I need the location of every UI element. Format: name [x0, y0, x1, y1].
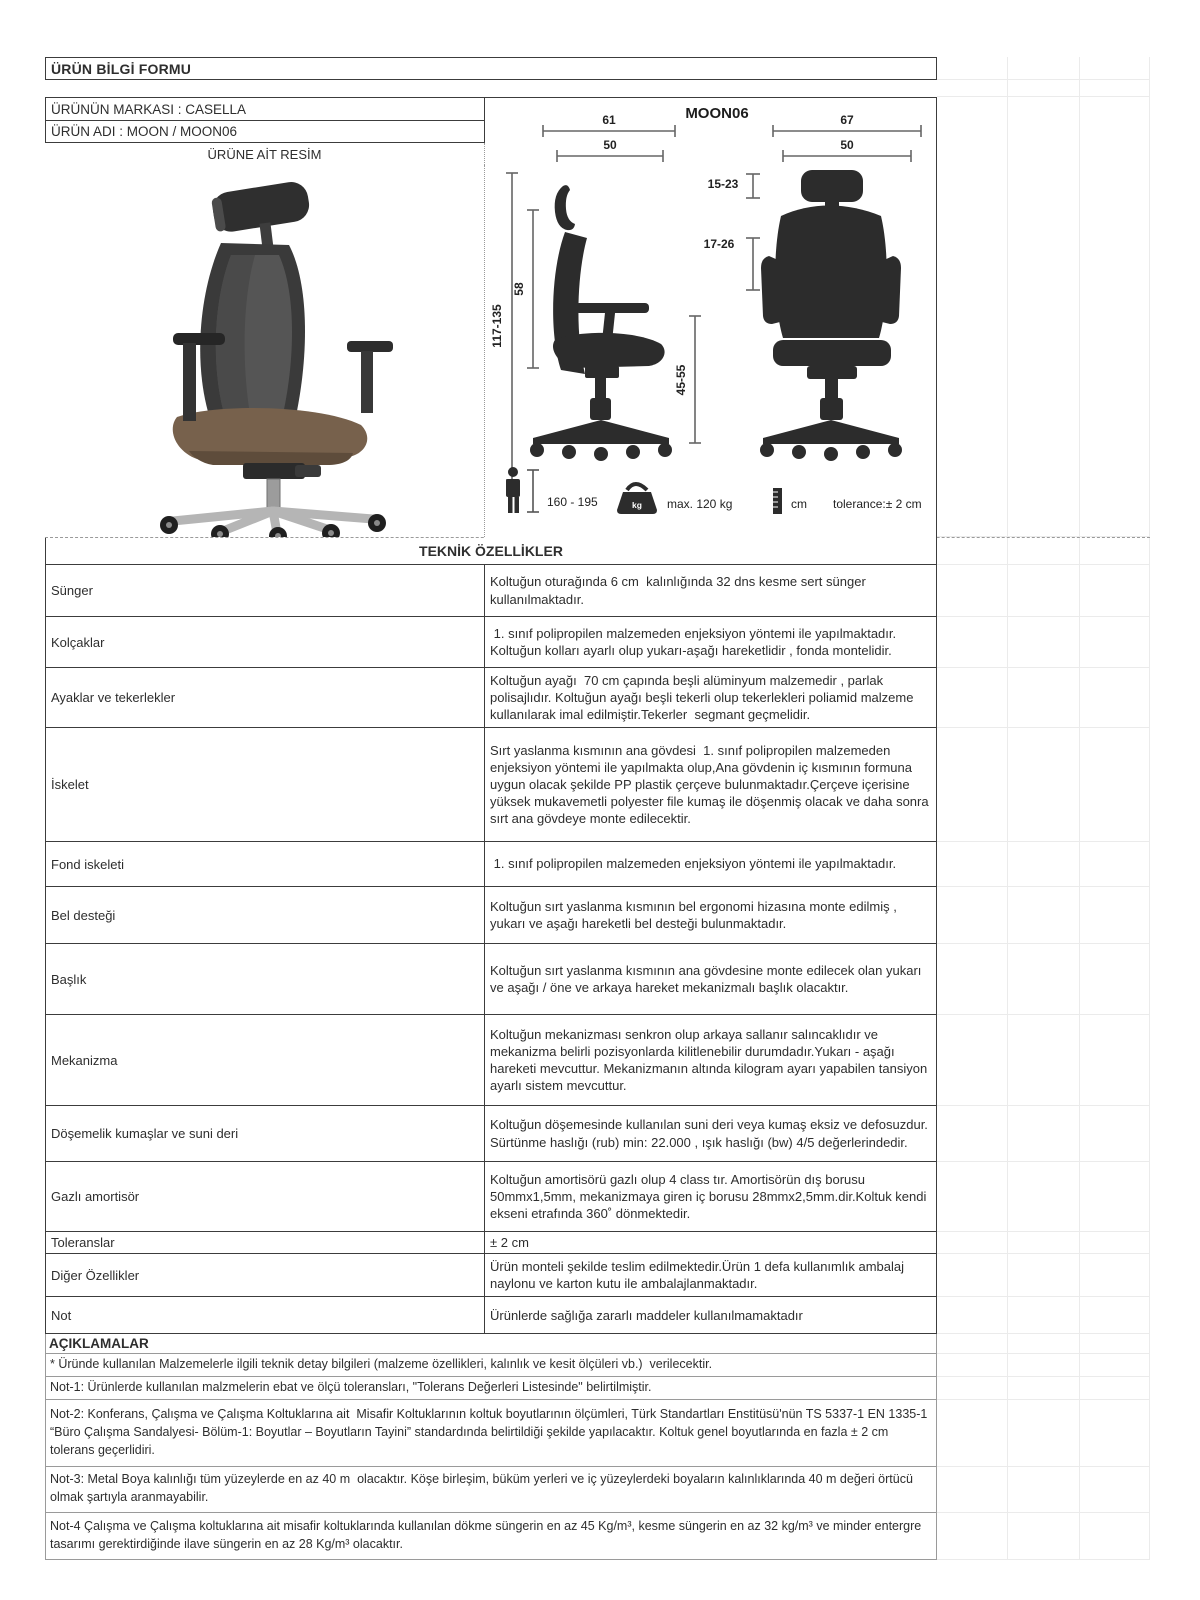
spacer-row	[45, 80, 1150, 97]
spec-value: ± 2 cm	[485, 1232, 937, 1254]
notes-header: AÇIKLAMALAR	[45, 1334, 937, 1354]
spec-label: Toleranslar	[45, 1232, 485, 1254]
spec-label: Ayaklar ve tekerlekler	[45, 668, 485, 728]
note-row-3	[45, 1467, 1150, 1513]
svg-text:61: 61	[602, 113, 616, 127]
back-view-chair	[760, 170, 902, 461]
spec-value: Koltuğun amortisörü gazlı olup 4 class tır. Amortisörün dış borusu 50mmx1,5mm, mekanizmaya giren iç borusu 28mmx2,5mm.dir.Koltuk kendi ekseni etrafında 360˚ dönmektedir.	[485, 1162, 937, 1232]
dimension-diagram	[485, 98, 935, 537]
spec-row-baslik	[45, 944, 1150, 1015]
spec-value: Ürünlerde sağlığa zararlı maddeler kullanılmamaktadır	[485, 1297, 937, 1334]
spec-row-gazli-amortisor	[45, 1162, 1150, 1232]
spec-value: 1. sınıf polipropilen malzemeden enjeksiyon yöntemi ile yapılmaktadır.	[485, 842, 937, 887]
weight-icon	[617, 484, 657, 514]
ruler-icon	[773, 488, 782, 514]
svg-text:15-23: 15-23	[707, 177, 739, 191]
note-text: Not-3: Metal Boya kalınlığı tüm yüzeylerde en az 40 m olacaktır. Köşe birleşim, büküm yerleri ve iç yüzeylerdeki boyaların kalınlıklarında 40 m değeri örtücü olmak şartıyla aranmayabilir.	[45, 1467, 937, 1513]
note-row-1	[45, 1377, 1150, 1400]
spec-row-mekanizma	[45, 1015, 1150, 1106]
spec-value: Koltuğun döşemesinde kullanılan suni deri veya kumaş eksiz ve defosuzdur. Sürtünme haslığı (rub) min: 22.000 , ışık haslığı (bw) 4/5 değerlerindedir.	[485, 1106, 937, 1162]
note-row-2	[45, 1400, 1150, 1467]
form-title-row	[45, 57, 1150, 80]
specs-header: TEKNİK ÖZELLİKLER	[45, 538, 937, 565]
svg-text:117-135: 117-135	[490, 304, 504, 348]
spec-value: 1. sınıf polipropilen malzemeden enjeksiyon yöntemi ile yapılmaktadır. Koltuğun kolları ayarlı olup yukarı-aşağı hareketlidir , fonda montelidir.	[485, 617, 937, 668]
product-photo-zone	[45, 165, 485, 537]
svg-text:58: 58	[512, 282, 526, 296]
diagram-model-title: MOON06	[685, 105, 749, 122]
spec-label: Kolçaklar	[45, 617, 485, 668]
spec-label: Sünger	[45, 565, 485, 617]
note-text: * Üründe kullanılan Malzemelerle ilgili teknik detay bilgileri (malzeme özellikleri, kalınlık ve kesit ölçüleri vb.) verilecektir.	[45, 1354, 937, 1377]
spec-label: Diğer Özellikler	[45, 1254, 485, 1297]
note-text: Not-1: Ürünlerde kullanılan malzmelerin ebat ve ölçü toleransları, "Tolerans Değerleri Listesinde" belirtilmiştir.	[45, 1377, 937, 1400]
specs-header-row	[45, 538, 1150, 565]
svg-text:50: 50	[603, 138, 617, 152]
spec-row-sunger	[45, 565, 1150, 617]
spec-row-ayaklar	[45, 668, 1150, 728]
spec-label: İskelet	[45, 728, 485, 842]
spec-label: Mekanizma	[45, 1015, 485, 1106]
spec-row-dosemelik	[45, 1106, 1150, 1162]
product-photo	[55, 165, 475, 537]
spec-row-kolcaklar	[45, 617, 1150, 668]
tolerance-legend: tolerance:± 2 cm	[833, 497, 922, 511]
product-left-column	[45, 97, 485, 537]
product-name-label: ÜRÜN ADI : MOON / MOON06	[45, 120, 485, 143]
note-row-star	[45, 1354, 1150, 1377]
svg-text:17-26: 17-26	[703, 237, 735, 251]
spec-row-not	[45, 1297, 1150, 1334]
product-image-header: ÜRÜNE AİT RESİM	[45, 143, 485, 165]
spec-value: Ürün monteli şekilde teslim edilmektedir.Ürün 1 defa kullanımlık ambalaj naylonu ve karton kutu ile ambalajlanmaktadır.	[485, 1254, 937, 1297]
user-height-legend	[506, 467, 598, 513]
unit-legend	[773, 488, 807, 514]
spec-row-bel-destegi	[45, 887, 1150, 944]
product-section	[45, 97, 1150, 538]
svg-text:max. 120 kg: max. 120 kg	[667, 497, 733, 511]
spec-row-iskelet	[45, 728, 1150, 842]
brand-label: ÜRÜNÜN MARKASI : CASELLA	[45, 97, 485, 120]
spec-value: Koltuğun oturağında 6 cm kalınlığında 32 dns kesme sert sünger kullanılmaktadır.	[485, 565, 937, 617]
spec-row-toleranslar	[45, 1232, 1150, 1254]
note-text: Not-4 Çalışma ve Çalışma koltuklarına ait misafir koltuklarında kullanılan dökme süngerin en az 45 Kg/m³, kesme süngerin en az 32 kg/m³ ve minder entergre tasarımı gerektirdiğinde ilave süngerin en az 28 Kg/m³ olacaktır.	[45, 1513, 937, 1560]
spec-value: Koltuğun ayağı 70 cm çapında beşli alüminyum malzemedir , parlak polisajlıdır. Koltuğun ayağı beşli tekerli olup tekerlekleri poliamid malzeme kullanılarak imal edilmiştir.Tekerler segmant geçmelidir.	[485, 668, 937, 728]
spec-label: Not	[45, 1297, 485, 1334]
spec-label: Gazlı amortisör	[45, 1162, 485, 1232]
svg-text:50: 50	[840, 138, 854, 152]
person-icon	[506, 467, 520, 513]
side-view-chair	[530, 185, 672, 461]
max-weight-legend	[617, 484, 732, 514]
dimension-diagram-box	[485, 97, 937, 538]
form-title: ÜRÜN BİLGİ FORMU	[45, 57, 937, 80]
spec-label: Döşemelik kumaşlar ve suni deri	[45, 1106, 485, 1162]
sheet-content	[45, 57, 1150, 1560]
spec-row-diger-ozellikler	[45, 1254, 1150, 1297]
note-row-4	[45, 1513, 1150, 1560]
svg-text:67: 67	[840, 113, 854, 127]
spec-value: Sırt yaslanma kısmının ana gövdesi 1. sınıf polipropilen malzemeden enjeksiyon yöntemi ile yapılmakta olup,Ana gövdenin iç kısmının formuna uygun olacak şekilde PP plastik çerçeve bulunmaktadır.Çerçeve içerisine yüksek mukavemetli polyester file kumaş ile döşenmiş olacak ve daha sonra sırt ana gövdeye monte edilecektir.	[485, 728, 937, 842]
spec-value: Koltuğun mekanizması senkron olup arkaya sallanır salıncaklıdır ve mekanizma belirli pozisyonlarda kilitlenebilir durumdadır.Yukarı - aşağı hareketi mevcuttur. Mekanizmanın altında kilogram ayarı yapabilen tansiyon ayarlı sistem mevcuttur.	[485, 1015, 937, 1106]
svg-text:45-55: 45-55	[674, 364, 688, 396]
notes-header-row	[45, 1334, 1150, 1354]
spec-row-fond-iskeleti	[45, 842, 1150, 887]
svg-text:cm: cm	[791, 497, 807, 511]
spec-value: Koltuğun sırt yaslanma kısmının ana gövdesine monte edilecek olan yukarı ve aşağı / öne ve arkaya hareket mekanizmalı başlık olacaktır.	[485, 944, 937, 1015]
spec-label: Başlık	[45, 944, 485, 1015]
spec-label: Fond iskeleti	[45, 842, 485, 887]
spec-label: Bel desteği	[45, 887, 485, 944]
note-text: Not-2: Konferans, Çalışma ve Çalışma Koltuklarına ait Misafir Koltuklarının koltuk boyutlarının ölçümleri, Türk Standartları Enstitüsü'nün TS 5337-1 EN 1335-1 “Büro Çalışma Sandalyesi- Bölüm-1: Boyutlar – Boyutların Tayini” standardında belirtildiği şekilde yapılacaktır. Koltuk genel boyutlarında en fazla ± 2 cm tolerans geçerlidiri.	[45, 1400, 937, 1467]
spec-value: Koltuğun sırt yaslanma kısmının bel ergonomi hizasına monte edilmiş , yukarı ve aşağı hareketli bel desteği bulunmaktadır.	[485, 887, 937, 944]
svg-text:160 - 195: 160 - 195	[547, 495, 598, 509]
svg-text:kg: kg	[632, 500, 642, 510]
